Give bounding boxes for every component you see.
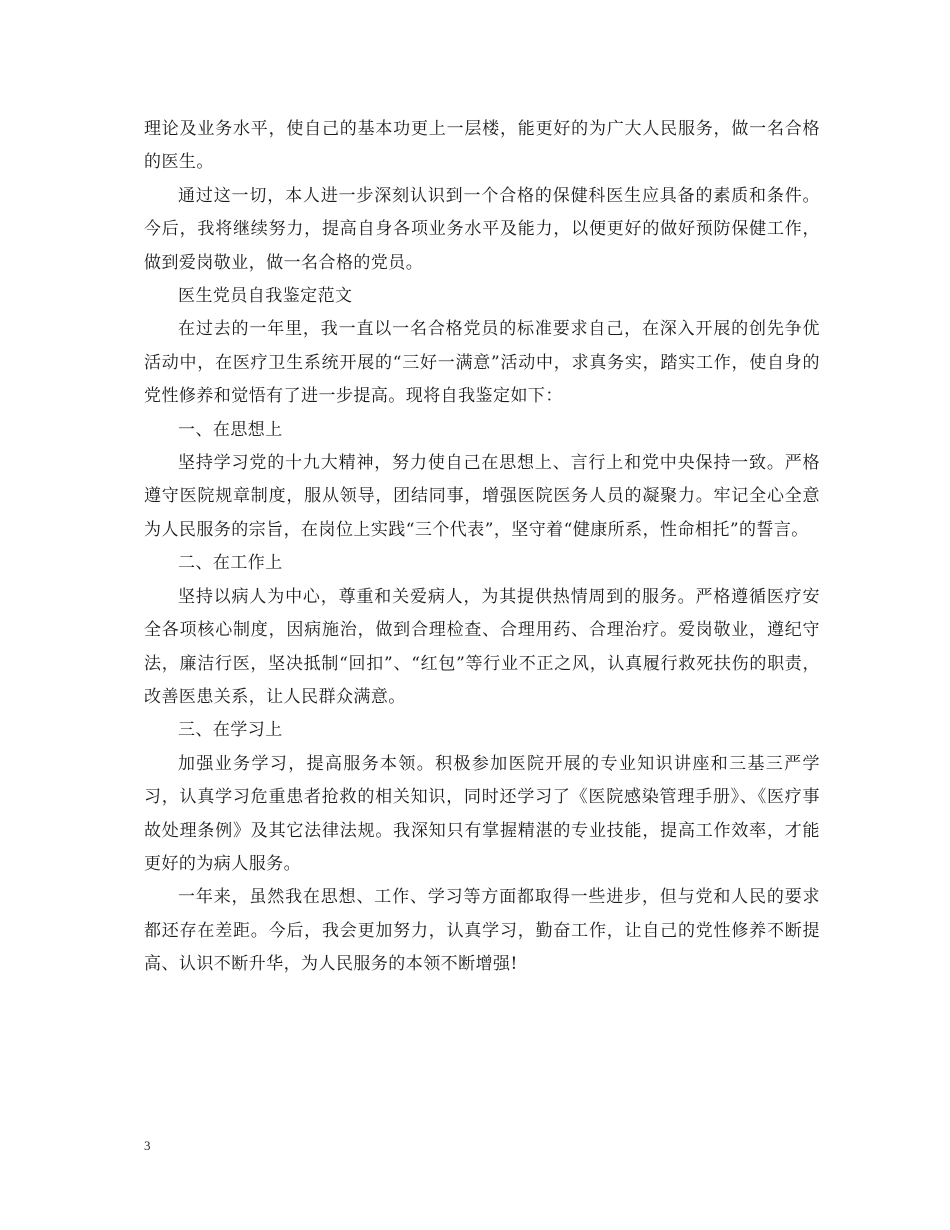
paragraph-thought: 坚持学习党的十九大精神，努力使自己在思想上、言行上和党中央保持一致。严格遵守医院规章制度，服从领导，团结同事，增强医院医务人员的凝聚力。牢记全心全意为人民服务的宗旨，在岗位上实践“三个代表”，坚守着“健康所系，性命相托”的誓言。 — [144, 453, 820, 540]
document-body — [144, 113, 820, 982]
paragraph-intro: 在过去的一年里，我一直以一名合格党员的标准要求自己，在深入开展的创先争优活动中，在医疗卫生系统开展的“三好一满意”活动中，求真务实，踏实工作，使自身的党性修养和觉悟有了进一步提高。现将自我鉴定如下： — [144, 319, 820, 407]
paragraph-conclusion: 通过这一切，本人进一步深刻认识到一个合格的保健科医生应具备的素质和条件。今后，我将继续努力，提高自身各项业务水平及能力，以便更好的做好预防保健工作，做到爱岗敬业，做一名合格的党员。 — [144, 185, 820, 273]
paragraph-continuation: 理论及业务水平，使自己的基本功更上一层楼，能更好的为广大人民服务，做一名合格的医生。 — [144, 119, 820, 173]
page-number: 3 — [144, 1138, 151, 1153]
heading-work: 二、在工作上 — [178, 553, 283, 574]
heading-thought: 一、在思想上 — [178, 419, 283, 440]
section-title: 医生党员自我鉴定范文 — [178, 286, 353, 307]
heading-study: 三、在学习上 — [178, 720, 283, 741]
paragraph-study: 加强业务学习，提高服务本领。积极参加医院开展的专业知识讲座和三基三严学习，认真学习危重患者抢救的相关知识，同时还学习了《医院感染管理手册》、《医疗事故处理条例》及其它法律法规。我深知只有掌握精湛的专业技能，提高工作效率，才能更好的为病人服务。 — [144, 753, 820, 874]
paragraph-work: 坚持以病人为中心，尊重和关爱病人，为其提供热情周到的服务。严格遵循医疗安全各项核心制度，因病施治，做到合理检查、合理用药、合理治疗。爱岗敬业，遵纪守法，廉洁行医，坚决抵制“回扣”、“红包”等行业不正之风，认真履行救死扶伤的职责，改善医患关系，让人民群众满意。 — [144, 586, 820, 707]
paragraph-summary: 一年来，虽然我在思想、工作、学习等方面都取得一些进步，但与党和人民的要求都还存在差距。今后，我会更加努力，认真学习，勤奋工作，让自己的党性修养不断提高、认识不断升华，为人民服务的本领不断增强! — [144, 887, 820, 975]
